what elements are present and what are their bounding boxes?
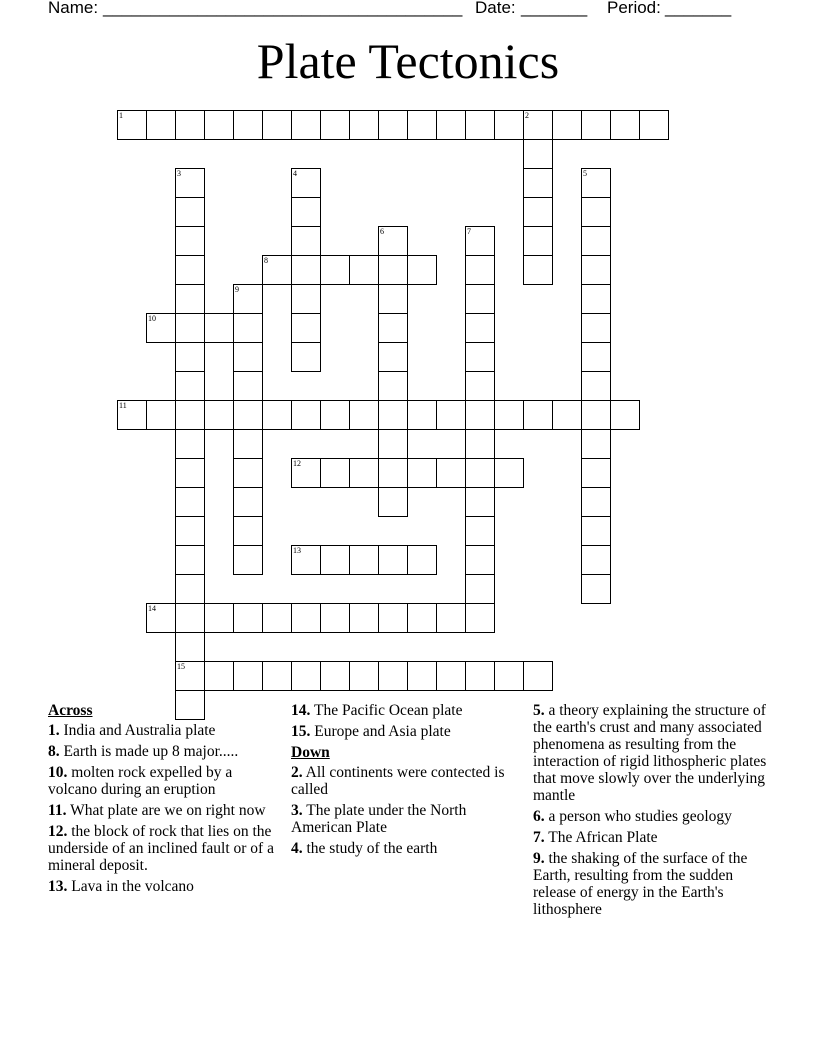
grid-cell[interactable]	[175, 197, 205, 227]
grid-cell[interactable]	[378, 429, 408, 459]
grid-cell[interactable]	[465, 313, 495, 343]
grid-cell[interactable]	[465, 545, 495, 575]
grid-cell[interactable]	[465, 487, 495, 517]
grid-cell[interactable]	[291, 197, 321, 227]
grid-cell[interactable]	[523, 255, 553, 285]
clues-column-3	[533, 702, 773, 922]
grid-cell[interactable]	[291, 110, 321, 140]
grid-cell[interactable]	[581, 313, 611, 343]
grid-cell[interactable]	[204, 400, 234, 430]
grid-cell[interactable]	[378, 487, 408, 517]
grid-cell[interactable]	[291, 313, 321, 343]
grid-cell[interactable]	[204, 603, 234, 633]
grid-cell[interactable]	[465, 458, 495, 488]
grid-cell[interactable]	[175, 574, 205, 604]
clue-across-8: 8. Earth is made up 8 major.....	[48, 743, 239, 760]
grid-cell[interactable]	[204, 661, 234, 691]
grid-cell[interactable]	[494, 110, 524, 140]
down-heading: Down	[291, 744, 330, 761]
grid-cell[interactable]	[581, 429, 611, 459]
clue-number: 15	[177, 662, 185, 671]
clue-across-13: 13. Lava in the volcano	[48, 878, 194, 895]
grid-cell[interactable]	[146, 110, 176, 140]
clues-column-1	[48, 702, 280, 899]
grid-cell[interactable]	[523, 168, 553, 198]
grid-cell[interactable]	[494, 458, 524, 488]
grid-cell[interactable]	[291, 400, 321, 430]
grid-cell[interactable]	[320, 255, 350, 285]
clue-across-15: 15. Europe and Asia plate	[291, 723, 451, 740]
grid-cell[interactable]	[407, 400, 437, 430]
grid-cell[interactable]	[552, 400, 582, 430]
grid-cell[interactable]	[233, 400, 263, 430]
clue-number: 9	[235, 285, 239, 294]
grid-cell[interactable]	[436, 400, 466, 430]
grid-cell[interactable]	[378, 603, 408, 633]
grid-cell[interactable]	[262, 110, 292, 140]
grid-cell[interactable]	[407, 661, 437, 691]
grid-cell[interactable]	[349, 661, 379, 691]
grid-cell[interactable]	[349, 603, 379, 633]
clue-across-1: 1. India and Australia plate	[48, 722, 216, 739]
grid-cell[interactable]	[320, 661, 350, 691]
grid-cell[interactable]	[175, 516, 205, 546]
grid-cell[interactable]	[581, 255, 611, 285]
grid-cell[interactable]	[581, 545, 611, 575]
grid-cell[interactable]	[465, 400, 495, 430]
clues-column-2	[291, 702, 516, 861]
grid-cell[interactable]	[581, 487, 611, 517]
grid-cell[interactable]	[262, 255, 292, 285]
grid-cell[interactable]	[465, 110, 495, 140]
grid-cell[interactable]	[639, 110, 669, 140]
grid-cell[interactable]	[175, 661, 205, 691]
grid-cell[interactable]	[581, 110, 611, 140]
grid-cell[interactable]	[407, 255, 437, 285]
grid-cell[interactable]	[378, 400, 408, 430]
grid-cell[interactable]	[291, 661, 321, 691]
grid-cell[interactable]	[378, 661, 408, 691]
grid-cell[interactable]	[610, 400, 640, 430]
grid-cell[interactable]	[233, 429, 263, 459]
grid-cell[interactable]	[175, 284, 205, 314]
grid-cell[interactable]	[523, 110, 553, 140]
grid-cell[interactable]	[320, 458, 350, 488]
clue-across-14: 14. The Pacific Ocean plate	[291, 702, 463, 719]
grid-cell[interactable]	[407, 458, 437, 488]
grid-cell[interactable]	[349, 545, 379, 575]
grid-cell[interactable]	[175, 545, 205, 575]
clue-down-4: 4. the study of the earth	[291, 840, 438, 857]
grid-cell[interactable]	[378, 458, 408, 488]
grid-cell[interactable]	[465, 661, 495, 691]
grid-cell[interactable]	[523, 400, 553, 430]
grid-cell[interactable]	[378, 313, 408, 343]
grid-cell[interactable]	[291, 342, 321, 372]
grid-cell[interactable]	[320, 545, 350, 575]
clue-number: 7	[467, 227, 471, 236]
grid-cell[interactable]	[349, 458, 379, 488]
grid-cell[interactable]	[291, 603, 321, 633]
grid-cell[interactable]	[175, 226, 205, 256]
clue-down-7: 7. The African Plate	[533, 829, 658, 846]
grid-cell[interactable]	[436, 603, 466, 633]
grid-cell[interactable]	[581, 342, 611, 372]
grid-cell[interactable]	[465, 284, 495, 314]
clue-across-11: 11. What plate are we on right now	[48, 802, 266, 819]
grid-cell[interactable]	[204, 110, 234, 140]
grid-cell[interactable]	[378, 342, 408, 372]
grid-cell[interactable]	[291, 284, 321, 314]
clue-down-2: 2. All continents were contected is called	[291, 764, 505, 798]
grid-cell[interactable]	[233, 313, 263, 343]
grid-cell[interactable]	[175, 400, 205, 430]
grid-cell[interactable]	[581, 516, 611, 546]
grid-cell[interactable]	[175, 255, 205, 285]
date-blank[interactable]: _______	[521, 0, 588, 17]
grid-cell[interactable]	[465, 255, 495, 285]
clue-number: 13	[293, 546, 301, 555]
grid-cell[interactable]	[349, 255, 379, 285]
date-label: Date:	[475, 0, 516, 17]
grid-cell[interactable]	[175, 632, 205, 662]
clue-down-6: 6. a person who studies geology	[533, 808, 732, 825]
name-blank[interactable]: ______________________________________	[103, 0, 463, 17]
page-title: Plate Tectonics	[256, 33, 560, 89]
grid-cell[interactable]	[436, 458, 466, 488]
grid-cell[interactable]	[465, 371, 495, 401]
grid-cell[interactable]	[146, 400, 176, 430]
clue-across-12: 12. the block of rock that lies on the underside of an inclined fault or of a mineral deposit.	[48, 823, 274, 874]
grid-cell[interactable]	[523, 139, 553, 169]
clue-number: 3	[177, 169, 181, 178]
grid-cell[interactable]	[378, 545, 408, 575]
grid-cell[interactable]	[233, 661, 263, 691]
grid-cell[interactable]	[436, 661, 466, 691]
grid-cell[interactable]	[407, 545, 437, 575]
grid-cell[interactable]	[175, 313, 205, 343]
grid-cell[interactable]	[378, 284, 408, 314]
clue-number: 6	[380, 227, 384, 236]
grid-cell[interactable]	[349, 400, 379, 430]
grid-cell[interactable]	[407, 603, 437, 633]
grid-cell[interactable]	[320, 603, 350, 633]
clue-down-9: 9. the shaking of the surface of the Earth, resulting from the sudden release of energy in the Earth's lithosphere	[533, 850, 748, 918]
grid-cell[interactable]	[175, 342, 205, 372]
grid-cell[interactable]	[465, 342, 495, 372]
grid-cell[interactable]	[523, 226, 553, 256]
grid-cell[interactable]	[581, 574, 611, 604]
grid-cell[interactable]	[523, 661, 553, 691]
grid-cell[interactable]	[233, 545, 263, 575]
clue-across-10: 10. molten rock expelled by a volcano during an eruption	[48, 764, 233, 798]
grid-cell[interactable]	[291, 255, 321, 285]
grid-cell[interactable]	[233, 487, 263, 517]
name-label: Name:	[48, 0, 99, 17]
grid-cell[interactable]	[581, 226, 611, 256]
grid-cell[interactable]	[465, 429, 495, 459]
clue-down-5: 5. a theory explaining the structure of the earth's crust and many associated phenomena as resulting from the interaction of rigid lithospheric plates that move slowly over the underlying mantle	[533, 702, 767, 804]
grid-cell[interactable]	[378, 110, 408, 140]
grid-cell[interactable]	[581, 284, 611, 314]
grid-cell[interactable]	[291, 168, 321, 198]
grid-cell[interactable]	[581, 458, 611, 488]
period-blank[interactable]: _______	[665, 0, 732, 17]
grid-cell[interactable]	[204, 313, 234, 343]
clue-number: 4	[293, 169, 297, 178]
grid-cell[interactable]	[146, 313, 176, 343]
grid-cell[interactable]	[465, 226, 495, 256]
period-label: Period:	[607, 0, 661, 17]
grid-cell[interactable]	[291, 226, 321, 256]
grid-cell[interactable]	[175, 168, 205, 198]
grid-cell[interactable]	[349, 110, 379, 140]
grid-cell[interactable]	[146, 603, 176, 633]
clue-number: 12	[293, 459, 301, 468]
grid-cell[interactable]	[465, 516, 495, 546]
grid-cell[interactable]	[581, 400, 611, 430]
grid-cell[interactable]	[407, 110, 437, 140]
grid-cell[interactable]	[523, 197, 553, 227]
grid-cell[interactable]	[233, 284, 263, 314]
grid-cell[interactable]	[465, 574, 495, 604]
grid-cell[interactable]	[320, 400, 350, 430]
grid-cell[interactable]	[262, 603, 292, 633]
grid-cell[interactable]	[233, 458, 263, 488]
clue-number: 5	[583, 169, 587, 178]
grid-cell[interactable]	[117, 400, 147, 430]
across-heading: Across	[48, 702, 93, 719]
clue-number: 8	[264, 256, 268, 265]
grid-cell[interactable]	[175, 429, 205, 459]
grid-cell[interactable]	[494, 400, 524, 430]
grid-cell[interactable]	[465, 603, 495, 633]
grid-cell[interactable]	[320, 110, 350, 140]
grid-cell[interactable]	[175, 603, 205, 633]
grid-cell[interactable]	[233, 516, 263, 546]
grid-cell[interactable]	[262, 400, 292, 430]
grid-cell[interactable]	[291, 458, 321, 488]
grid-cell[interactable]	[175, 458, 205, 488]
grid-cell[interactable]	[494, 661, 524, 691]
grid-cell[interactable]	[378, 371, 408, 401]
grid-cell[interactable]	[175, 110, 205, 140]
clue-number: 11	[119, 401, 127, 410]
grid-cell[interactable]	[233, 371, 263, 401]
grid-cell[interactable]	[610, 110, 640, 140]
grid-cell[interactable]	[175, 371, 205, 401]
grid-cell[interactable]	[378, 255, 408, 285]
grid-cell[interactable]	[117, 110, 147, 140]
clue-number: 2	[525, 111, 529, 120]
grid-cell[interactable]	[233, 110, 263, 140]
grid-cell[interactable]	[552, 110, 582, 140]
grid-cell[interactable]	[233, 603, 263, 633]
grid-cell[interactable]	[581, 371, 611, 401]
clue-number: 14	[148, 604, 156, 613]
grid-cell[interactable]	[291, 545, 321, 575]
clue-down-3: 3. The plate under the North American Plate	[291, 802, 467, 836]
grid-cell[interactable]	[378, 226, 408, 256]
grid-cell[interactable]	[581, 168, 611, 198]
grid-cell[interactable]	[581, 197, 611, 227]
grid-cell[interactable]	[262, 661, 292, 691]
grid-cell[interactable]	[436, 110, 466, 140]
clue-number: 10	[148, 314, 156, 323]
clue-number: 1	[119, 111, 123, 120]
grid-cell[interactable]	[233, 342, 263, 372]
grid-cell[interactable]	[175, 487, 205, 517]
